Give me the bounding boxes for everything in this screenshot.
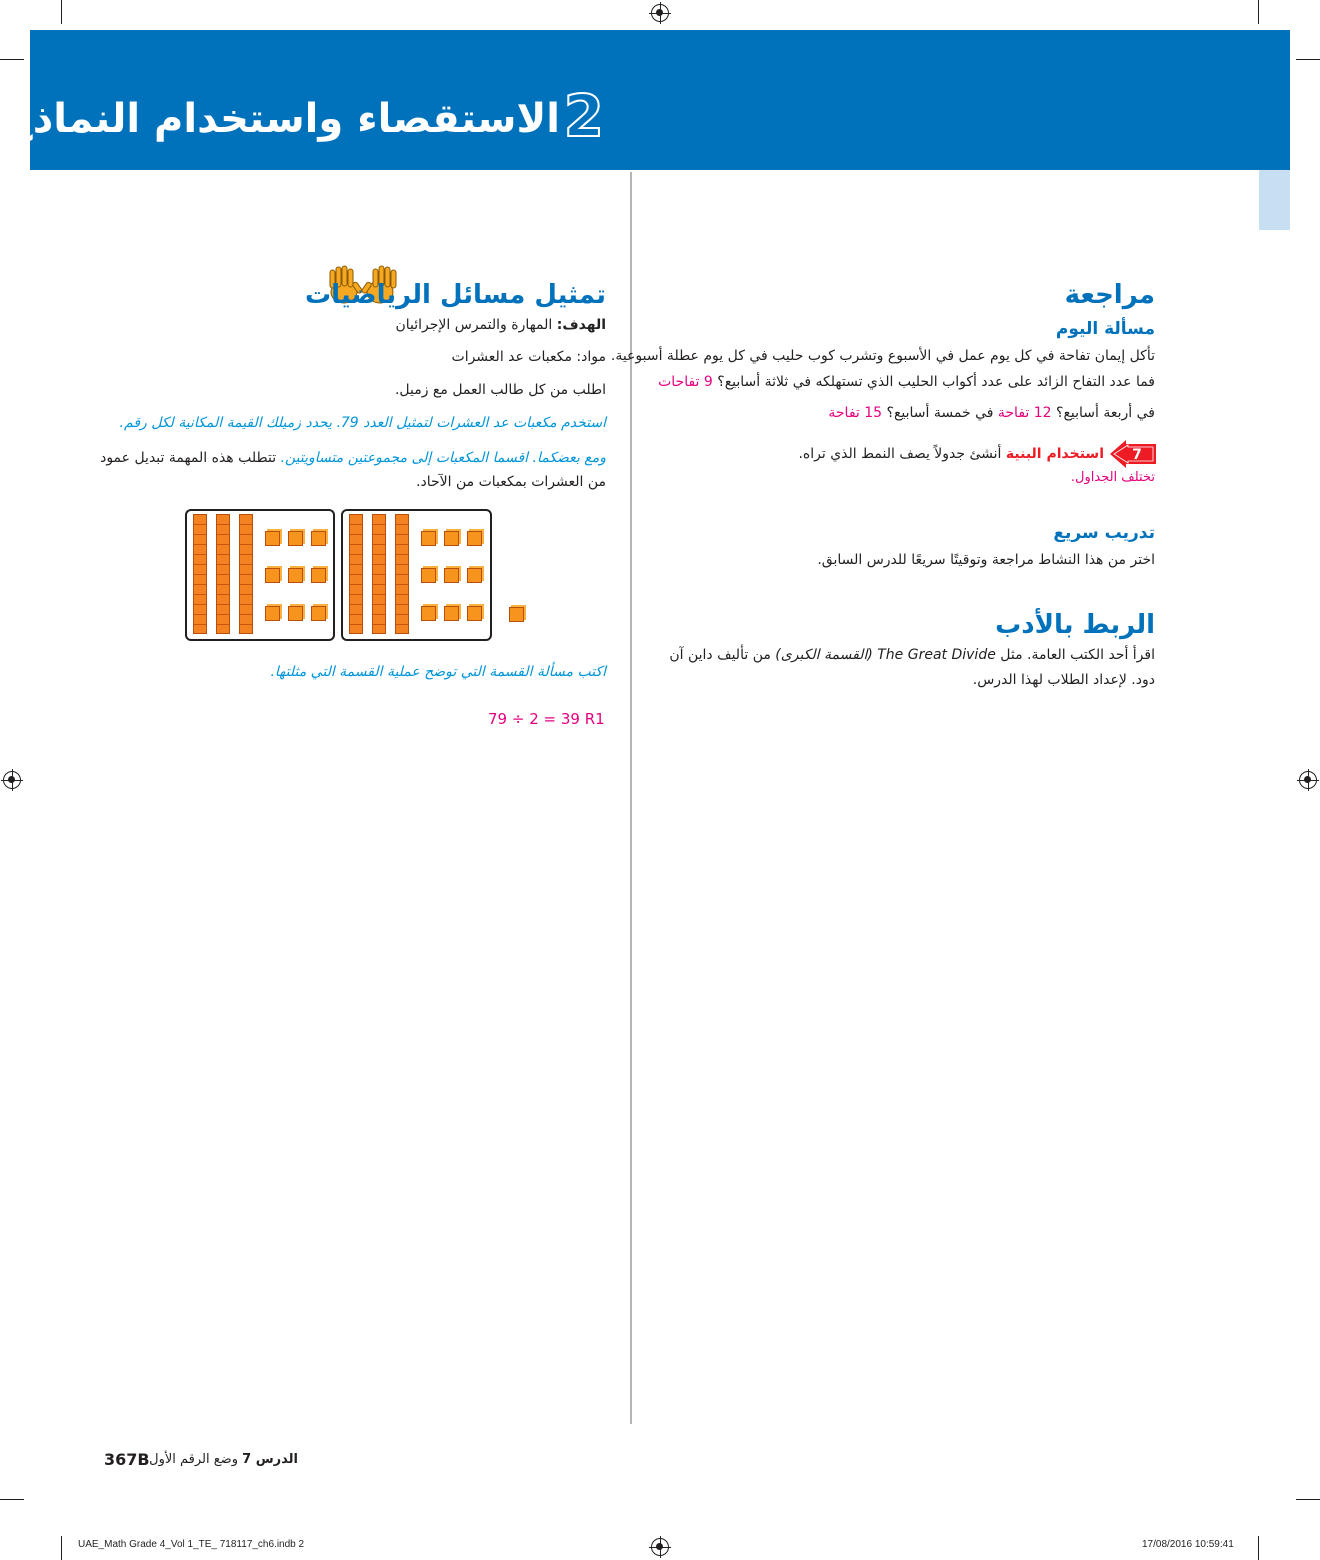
quick-practice-text: اختر من هذا النشاط مراجعة وتوقيتًا سريعًا للدرس السابق. [817, 552, 1155, 568]
quick-practice-heading: تدريب سريع [1053, 523, 1155, 543]
crop-mark [1296, 1499, 1320, 1500]
crop-mark [1296, 59, 1320, 60]
ones-cube [444, 568, 459, 583]
instruction-line-2: ومع بعضكما. اقسما المكعبات إلى مجموعتين متساويتين. تتطلب هذه المهمة تبديل عمود [100, 450, 606, 466]
strategy-line: استخدام البنية أنشئ جدولاً يصف النمط الذي تراه. [798, 446, 1104, 462]
svg-text:7: 7 [1132, 447, 1142, 463]
ones-cube [288, 568, 303, 583]
registration-mark-icon [1299, 771, 1317, 789]
page-number: 367B [104, 1450, 150, 1469]
crop-mark [61, 0, 62, 24]
ones-cube [467, 531, 482, 546]
ones-cube [421, 568, 436, 583]
instruction-cyan-2: اكتب مسألة القسمة التي توضح عملية القسمة التي مثلتها. [270, 664, 606, 680]
ones-cube [265, 531, 280, 546]
literature-line-1: اقرأ أحد الكتب العامة. مثل The Great Divide (القسمة الكبرى) من تأليف داين آن [669, 647, 1155, 663]
tens-rod [193, 514, 207, 634]
crop-mark [1258, 1536, 1259, 1560]
answer-5-weeks: 15 تفاحة [828, 405, 883, 421]
footer-lesson: الدرس 7 وضع الرقم الأول [149, 1452, 298, 1467]
problem-line-3: في أربعة أسابيع؟ 12 تفاحة في خمسة أسابيع؟ 15 تفاحة [828, 405, 1155, 421]
problem-line-1: تأكل إيمان تفاحة في كل يوم عمل في الأسبوع وتشرب كوب حليب في كل يوم عطلة أسبوعية. [610, 348, 1155, 364]
division-equation: 79 ÷ 2 = 39 R1 [488, 710, 605, 728]
instruction-line-3: من العشرات بمكعبات من الآحاد. [416, 474, 606, 490]
ones-cube [421, 606, 436, 621]
chapter-number: 2 [563, 82, 604, 150]
ones-cube [311, 606, 326, 621]
math-modeling-heading: تمثيل مسائل الرياضيات [304, 280, 606, 310]
registration-mark-icon [651, 4, 669, 22]
answer-3-weeks: 9 تفاحات [658, 374, 713, 390]
strategy-label: استخدام البنية [1005, 446, 1104, 462]
slug-filename: UAE_Math Grade 4_Vol 1_TE_ 718117_ch6.indb 2 [78, 1539, 305, 1550]
review-heading: مراجعة [1064, 280, 1155, 310]
problem-line-2: فما عدد التفاح الزائد على عدد أكواب الحليب الذي تستهلكه في ثلاثة أسابيع؟ 9 تفاحات [658, 374, 1155, 390]
ones-cube [444, 606, 459, 621]
tens-rod [395, 514, 409, 634]
ones-cube [467, 568, 482, 583]
ones-cube [421, 531, 436, 546]
crop-mark [0, 1499, 24, 1500]
literature-heading: الربط بالأدب [995, 610, 1155, 640]
side-tab [1259, 170, 1290, 230]
tens-rod [239, 514, 253, 634]
chapter-title: الاستقصاء واستخدام النماذج [3, 96, 560, 142]
literature-line-2: دود. لإعداد الطلاب لهذا الدرس. [972, 672, 1155, 688]
materials-line: مواد: مكعبات عد العشرات [451, 349, 606, 365]
base-ten-group-2 [341, 509, 492, 641]
tens-rod [216, 514, 230, 634]
ones-cube [444, 531, 459, 546]
slug-date: 17/08/2016 10:59:41 [1142, 1539, 1234, 1550]
crop-mark [0, 59, 24, 60]
problem-of-day-heading: مسألة اليوم [1055, 319, 1155, 339]
ones-cube [265, 606, 280, 621]
goal-line: الهدف: المهارة والتمرس الإجرائيان [395, 317, 606, 333]
remainder-cube [509, 607, 524, 622]
intro-line: اطلب من كل طالب العمل مع زميل. [394, 382, 606, 398]
registration-mark-icon [3, 771, 21, 789]
crop-mark [61, 1536, 62, 1560]
answer-4-weeks: 12 تفاحة [997, 405, 1052, 421]
instruction-cyan-1: استخدم مكعبات عد العشرات لتمثيل العدد 79. يحدد زميلك القيمة المكانية لكل رقم. [119, 415, 606, 431]
practice-badge-icon [1110, 440, 1156, 468]
ones-cube [288, 531, 303, 546]
chapter-banner [3, 30, 1290, 170]
tens-rod [372, 514, 386, 634]
ones-cube [311, 568, 326, 583]
base-ten-group-1 [185, 509, 335, 641]
registration-mark-icon [651, 1538, 669, 1556]
tens-rod [349, 514, 363, 634]
ones-cube [265, 568, 280, 583]
goal-label: الهدف: [556, 317, 606, 333]
strategy-note: تختلف الجداول. [1070, 470, 1155, 485]
ones-cube [467, 606, 482, 621]
crop-mark [1258, 0, 1259, 24]
ones-cube [288, 606, 303, 621]
ones-cube [311, 531, 326, 546]
